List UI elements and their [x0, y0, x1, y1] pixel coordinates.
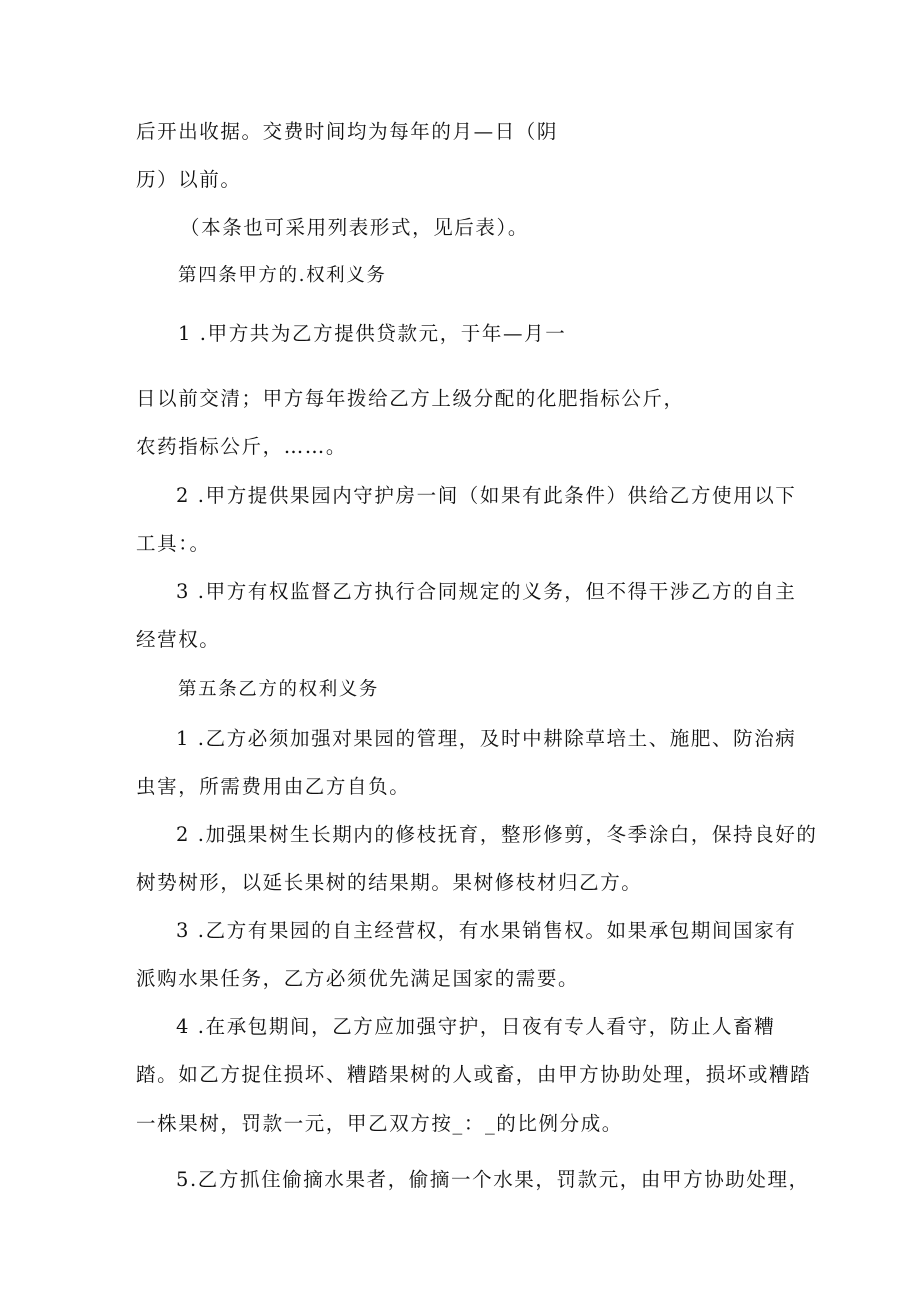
- text-line: 踏。如乙方捉住损坏、糟踏果树的人或畜，由甲方协助处理，损坏或糟踏: [136, 1063, 812, 1086]
- text-line: 日以前交清；甲方每年拨给乙方上级分配的化肥指标公斤，: [136, 387, 685, 410]
- text-line: 虫害，所需费用由乙方自负。: [136, 775, 411, 798]
- text-line: 2 .加强果树生长期内的修枝抚育，整形修剪，冬季涂白，保持良好的: [176, 823, 818, 846]
- text-line: 3 .乙方有果园的自主经营权，有水果销售权。如果承包期间国家有: [176, 919, 797, 942]
- text-line: 2 .甲方提供果园内守护房一间（如果有此条件）供给乙方使用以下: [176, 484, 797, 507]
- text-line: 树势树形，以延长果树的结果期。果树修枝材归乙方。: [136, 871, 643, 894]
- text-line: 历）以前。: [136, 168, 242, 191]
- text-line: 工具：。: [136, 532, 211, 555]
- text-line: 1 .乙方必须加强对果园的管理，及时中耕除草培土、施肥、防治病: [176, 727, 797, 750]
- text-line: （本条也可采用列表形式，见后表）。: [180, 216, 529, 239]
- text-line: 1 .甲方共为乙方提供贷款元，于年—月一: [178, 322, 567, 345]
- article-4-heading: 第四条甲方的.权利义务: [178, 265, 387, 286]
- text-line: 3 .甲方有权监督乙方执行合同规定的义务，但不得干涉乙方的自主: [176, 580, 797, 603]
- text-line: 派购水果任务，乙方必须优先满足国家的需要。: [136, 967, 580, 990]
- text-line: 农药指标公斤，……。: [136, 435, 348, 458]
- text-line: 4 .在承包期间，乙方应加强守护，日夜有专人看守，防止人畜糟: [176, 1015, 776, 1038]
- article-5-heading: 第五条乙方的权利义务: [178, 679, 380, 700]
- text-line: 后开出收据。交费时间均为每年的月—日（阴: [136, 120, 559, 143]
- text-line: 经营权。: [136, 628, 221, 651]
- text-line: 一株果树，罚款一元，甲乙双方按_：_的比例分成。: [136, 1112, 623, 1135]
- text-line: 5.乙方抓住偷摘水果者，偷摘一个水果，罚款元，由甲方协助处理，: [176, 1168, 810, 1191]
